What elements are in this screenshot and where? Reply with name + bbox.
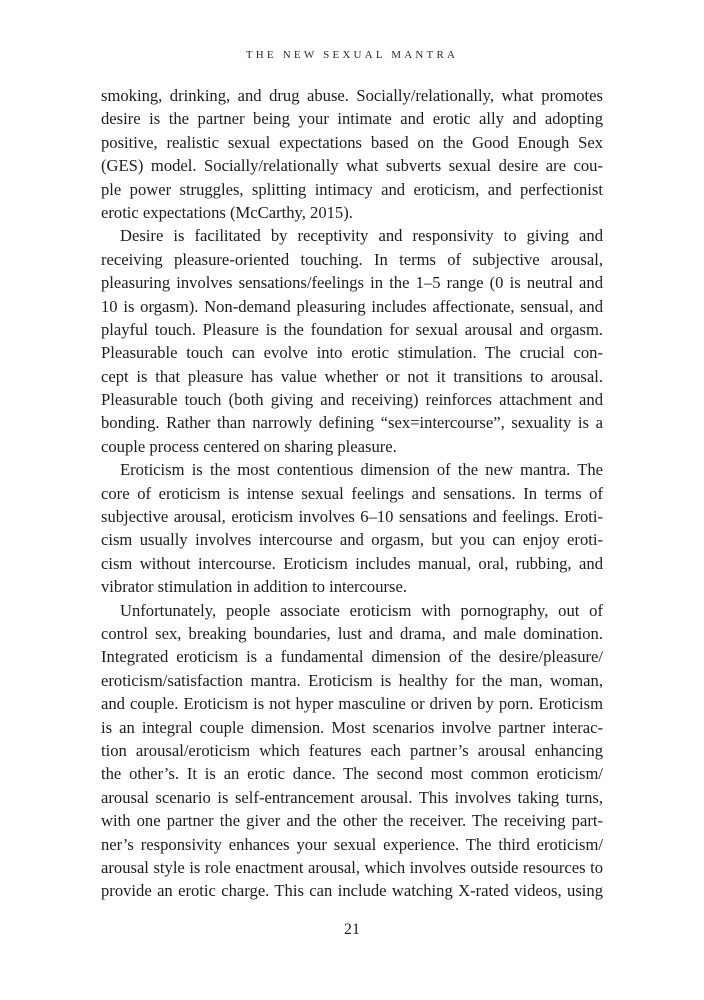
text-line: Pleasurable touch can evolve into erotic stimulation. The crucial con- — [101, 343, 603, 363]
text-line: arousal style is role enactment arousal, which involves outside resources to — [101, 857, 603, 877]
text-line: Desire is facilitated by receptivity and responsivity to giving and — [120, 226, 603, 246]
paragraph — [101, 224, 603, 458]
page-number: 21 — [344, 921, 360, 938]
text-line: Eroticism is the most contentious dimension of the new mantra. The — [120, 460, 603, 480]
text-line: 10 is orgasm). Non-demand pleasuring includes affectionate, sensual, and — [101, 296, 603, 316]
running-head: THE NEW SEXUAL MANTRA — [245, 49, 459, 61]
text-line: is an integral couple dimension. Most scenarios involve partner interac- — [101, 717, 603, 737]
text-line: and couple. Eroticism is not hyper masculine or driven by porn. Eroticism — [101, 694, 603, 714]
paragraph — [101, 84, 603, 224]
text-line: arousal scenario is self-entrancement arousal. This involves taking turns, — [101, 787, 603, 807]
text-line: core of eroticism is intense sexual feelings and sensations. In terms of — [101, 483, 603, 503]
text-line: (GES) model. Socially/relationally what subverts sexual desire are cou- — [101, 156, 603, 176]
text-line: with one partner the giver and the other the receiver. The receiving part- — [101, 811, 603, 831]
text-line: cism usually involves intercourse and orgasm, but you can enjoy eroti- — [101, 530, 603, 550]
text-line: eroticism/satisfaction mantra. Eroticism is healthy for the man, woman, — [101, 670, 603, 690]
text-line: bonding. Rather than narrowly defining “sex=intercourse”, sexuality is a — [101, 413, 603, 433]
paragraph — [101, 599, 603, 903]
paragraph — [101, 458, 603, 598]
text-line: playful touch. Pleasure is the foundation for sexual arousal and orgasm. — [101, 319, 603, 339]
text-line: provide an erotic charge. This can include watching X-rated videos, using — [101, 881, 603, 901]
text-line: pleasuring involves sensations/feelings in the 1–5 range (0 is neutral and — [101, 273, 603, 293]
text-line: erotic expectations (McCarthy, 2015). — [101, 202, 353, 222]
text-line: ple power struggles, splitting intimacy and eroticism, and perfectionist — [101, 179, 603, 199]
text-line: receiving pleasure-oriented touching. In terms of subjective arousal, — [101, 249, 603, 269]
text-line: tion arousal/eroticism which features each partner’s arousal enhancing — [101, 740, 603, 760]
text-line: Integrated eroticism is a fundamental dimension of the desire/pleasure/ — [101, 647, 603, 667]
text-line: cism without intercourse. Eroticism includes manual, oral, rubbing, and — [101, 553, 603, 573]
text-line: desire is the partner being your intimate and erotic ally and adopting — [101, 109, 603, 129]
text-line: cept is that pleasure has value whether or not it transitions to arousal. — [101, 366, 603, 386]
text-line: control sex, breaking boundaries, lust and drama, and male domination. — [101, 623, 603, 643]
text-line: subjective arousal, eroticism involves 6–10 sensations and feelings. Eroti- — [101, 507, 603, 527]
text-line: Pleasurable touch (both giving and receiving) reinforces attachment and — [101, 390, 603, 410]
body-text — [101, 84, 603, 903]
text-line: vibrator stimulation in addition to intercourse. — [101, 577, 408, 597]
text-line: Unfortunately, people associate eroticism with pornography, out of — [120, 600, 603, 620]
text-line: smoking, drinking, and drug abuse. Socially/relationally, what promotes — [101, 86, 603, 105]
text-line: positive, realistic sexual expectations based on the Good Enough Sex — [101, 132, 603, 152]
text-line: the other’s. It is an erotic dance. The second most common eroticism/ — [101, 764, 603, 784]
text-line: couple process centered on sharing pleasure. — [101, 436, 397, 456]
text-line: ner’s responsivity enhances your sexual experience. The third eroticism/ — [101, 834, 603, 854]
